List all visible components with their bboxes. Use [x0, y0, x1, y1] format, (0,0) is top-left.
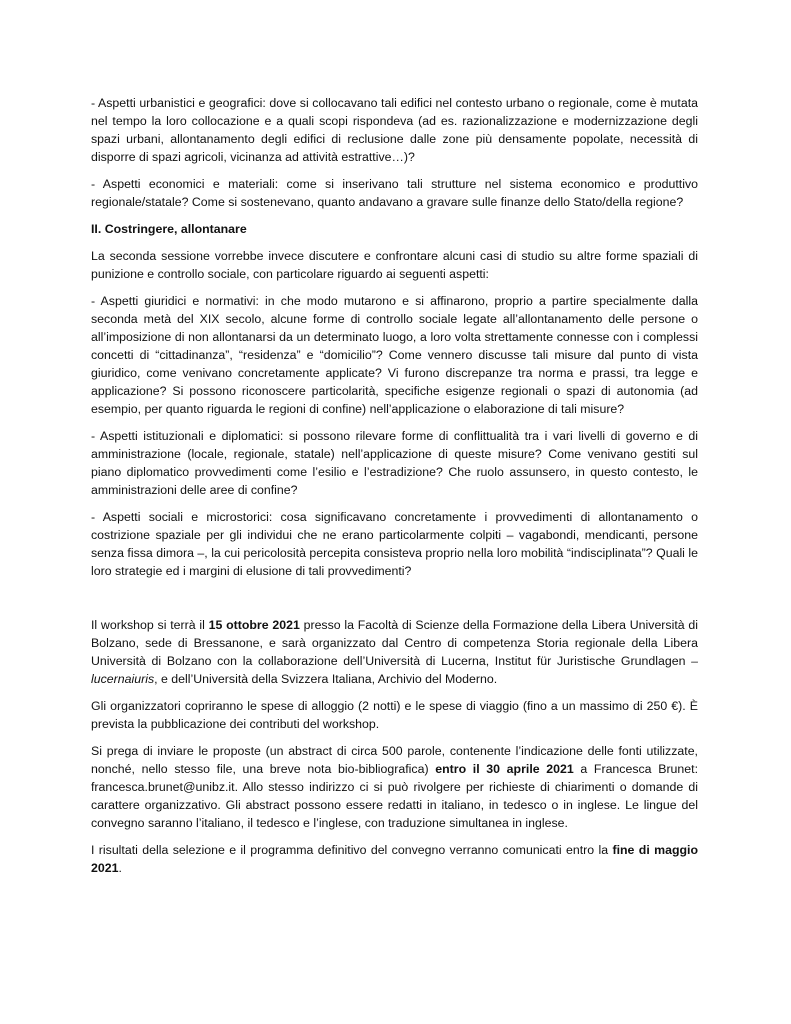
section-heading: II. Costringere, allontanare: [91, 222, 247, 236]
workshop-italic: – lucernaiuris: [91, 654, 698, 686]
paragraph-urban-aspects: - Aspetti urbanistici e geografici: dove si collocavano tali edifici nel contesto urbano o regionale, come è mutata nel tempo la loro collocazione e a quali scopi rispondeva (ad es. razionalizzazione e modernizzazione degli spazi urbani, allontanamento degli edifici di reclusione dalle zone più densamente popolate, necessità di disporre di spazi agricoli, vicinanza ad attività estrattive…)?: [91, 96, 698, 164]
workshop-date: 15 ottobre 2021: [208, 618, 300, 632]
paragraph-institutional-aspects: - Aspetti istituzionali e diplomatici: si possono rilevare forme di conflittualità tra i vari livelli di governo e di amministrazione (locale, regionale, statale) nell’applicazione di queste misure? Come venivano gestiti sul piano diplomatico provvedimenti come l’esilio e l’estradizione? Che ruolo assunsero, in questo contesto, le amministrazioni delle aree di confine?: [91, 429, 698, 497]
paragraph-social-aspects: - Aspetti sociali e microstorici: cosa significavano concretamente i provvedimenti di allontanamento o costrizione spaziale per gli individui che ne erano particolarmente colpiti – vagabondi, mendicanti, persone senza fissa dimora –, la cui pericolosità percepita consisteva proprio nella loro mobilità “indisciplinata”? Quali le loro strategie ed i margini di elusione di tali provvedimenti?: [91, 510, 698, 578]
results-date: fine di maggio 2021: [91, 843, 698, 875]
results-text-post: .: [118, 861, 122, 875]
paragraph-legal-aspects: - Aspetti giuridici e normativi: in che modo mutarono e si affinarono, proprio a partire specialmente dalla seconda metà del XIX secolo, alcune forme di controllo sociale legate all’allontanamento delle persone o all’imposizione di non allontanarsi da un determinato luogo, a loro volta strettamente connesse con i complessi concetti di “cittadinanza”, “residenza” e “domicilio”? Come vennero discusse tali misure dal punto di vista giuridico, come venivano concretamente applicate? Vi furono discrepanze tra norma e prassi, tra legge e applicazione? Si possono riconoscere particolarità, specifiche esigenze regionali o spazi di autonomia (ad esempio, per quanto riguarda le regioni di confine) nell’applicazione o elaborazione di tali misure?: [91, 294, 698, 416]
workshop-paragraph: [91, 616, 698, 688]
document-page: [91, 94, 698, 886]
results-paragraph: [91, 841, 698, 877]
workshop-text-mid: presso la Facoltà di Scienze della Formazione della Libera Università di Bolzano, sede di Bressanone, e sarà organizzato dal Centro di competenza Storia regionale della Libera Università di Bolzano con la collaborazione dell’Università di Lucerna, Institut für Juristische Grundlagen: [91, 618, 698, 668]
submission-text-pre: Si prega di inviare le proposte (un abstract di circa 500 parole, contenente l’indicazione delle fonti utilizzate, nonché, nello stesso file, una breve nota bio-bibliografica): [91, 744, 698, 776]
section-intro: La seconda sessione vorrebbe invece discutere e confrontare alcuni casi di studio su altre forme spaziali di punizione e controllo sociale, con particolare riguardo ai seguenti aspetti:: [91, 249, 698, 281]
workshop-text-post: , e dell’Università della Svizzera Italiana, Archivio del Moderno.: [154, 672, 498, 686]
spacer: [91, 589, 698, 616]
results-text-pre: I risultati della selezione e il programma definitivo del convegno verranno comunicati entro la: [91, 843, 613, 857]
submission-paragraph: [91, 742, 698, 832]
submission-text-post: a Francesca Brunet: francesca.brunet@unibz.it. Allo stesso indirizzo ci si può rivolgere per richieste di chiarimenti o domande di carattere organizzativo. Gli abstract possono essere redatti in italiano, in tedesco o in inglese. Le lingue del convegno saranno l’italiano, il tedesco e l’inglese, con traduzione simultanea in inglese.: [91, 762, 699, 830]
submission-deadline: entro il 30 aprile 2021: [435, 762, 574, 776]
workshop-text-pre: Il workshop si terrà il: [91, 618, 209, 632]
expenses-paragraph: Gli organizzatori copriranno le spese di alloggio (2 notti) e le spese di viaggio (fino a un massimo di 250 €). È prevista la pubblicazione dei contributi del workshop.: [91, 699, 698, 731]
paragraph-economic-aspects: - Aspetti economici e materiali: come si inserivano tali strutture nel sistema economico e produttivo regionale/statale? Come si sostenevano, quanto andavano a gravare sulle finanze dello Stato/della regione?: [91, 177, 698, 209]
